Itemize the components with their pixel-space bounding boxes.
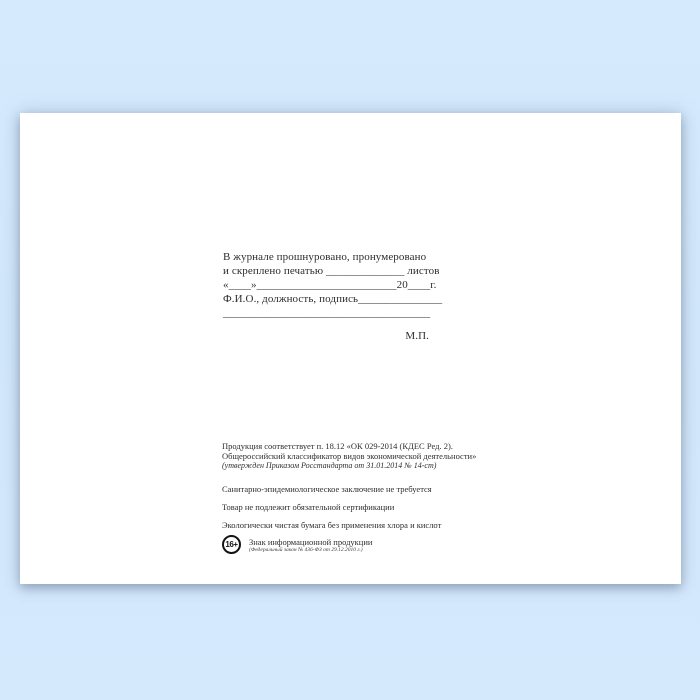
info-sign-title: Знак информационной продукции: [249, 537, 373, 547]
stitch-line-5-blank: _____________________________________: [223, 307, 431, 319]
info-product-sign-text: [249, 535, 372, 554]
info-sign-law: (Федеральный закон № 436-ФЗ от 29.12.2010 г.): [249, 547, 363, 553]
okved-line-1: Продукция соответствует п. 18.12 «ОК 029-2014 (КДЕС Ред. 2).: [222, 441, 453, 451]
certification-note: Товар не подлежит обязательной сертификации: [222, 502, 395, 512]
stitch-line-2: и скреплено печатью ______________ листов: [223, 265, 440, 277]
stamp-place-label: М.П.: [405, 330, 429, 342]
age-rating-16-icon: 16+: [222, 535, 241, 554]
stitch-line-4-signature: Ф.И.О., должность, подпись_______________: [223, 293, 443, 305]
okved-line-2: Общероссийский классификатор видов экономической деятельности»: [222, 451, 477, 461]
stitch-line-3-date: «____»_________________________20____г.: [223, 279, 437, 291]
eco-note: Экологически чистая бумага без применения хлора и кислот: [222, 520, 442, 530]
certification-block: [222, 441, 482, 554]
info-product-sign-row: [222, 535, 482, 554]
journal-back-page: [20, 113, 681, 584]
stitch-line-1: В журнале прошнуровано, пронумеровано: [223, 251, 427, 263]
okved-line-3: (утвержден Приказом Росстандарта от 31.01.2014 № 14-ст): [222, 461, 437, 470]
sanitary-note: Санитарно-эпидемиологическое заключение не требуется: [222, 484, 432, 494]
stitch-record-block: [223, 250, 443, 343]
